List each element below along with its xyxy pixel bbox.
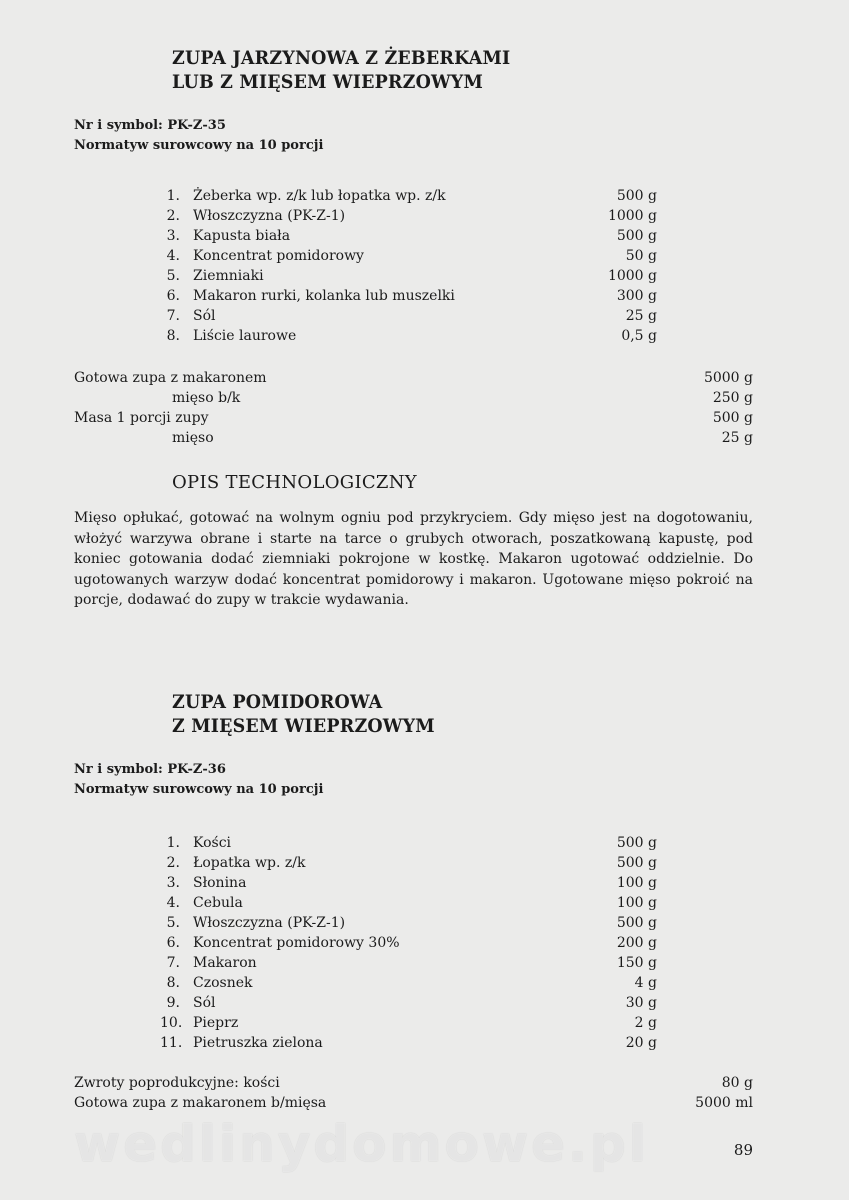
- ingredient-name: Makaron rurki, kolanka lub muszelki: [193, 288, 455, 304]
- description-paragraph: Mięso opłukać, gotować na wolnym ogniu pod przykryciem. Gdy mięso jest na dogotowaniu, włożyć warzywa obrane i starte na tarce o grubych otworach, poszatkowaną kapustę, pod koniec gotowania dodać ziemniaki pokrojone w kostkę. Makaron ugotować oddzielnie. Do ugotowanych warzyw dodać koncentrat pomidorowy i makaron. Ugotowane mięso pokroić na porcje, dodawać do zupy w trakcie wydawania.: [74, 510, 753, 608]
- ingredient-number: 5.: [166, 268, 180, 284]
- yield-label: mięso b/k: [172, 390, 241, 406]
- ingredient-number: 3.: [166, 228, 180, 244]
- ingredient-quantity: 20 g: [625, 1035, 657, 1051]
- ingredient-number: 8.: [166, 975, 180, 991]
- description-heading: OPIS TECHNOLOGICZNY: [172, 472, 417, 493]
- ingredient-row: [160, 1033, 657, 1053]
- yield-list: [74, 368, 753, 448]
- ingredient-name: Łopatka wp. z/k: [193, 855, 306, 871]
- ingredient-list: [160, 833, 657, 1053]
- ingredient-quantity: 100 g: [616, 895, 657, 911]
- ingredient-name: Żeberka wp. z/k lub łopatka wp. z/k: [193, 188, 446, 204]
- ingredient-name: Czosnek: [193, 975, 253, 991]
- ingredient-row: [160, 206, 657, 226]
- ingredient-list: [160, 186, 657, 346]
- ingredient-number: 2.: [166, 855, 180, 871]
- yield-row: [74, 1073, 753, 1093]
- watermark: wedlinydomowe.pl: [74, 1115, 649, 1173]
- recipe-norm: Normatyw surowcowy na 10 porcji: [74, 782, 324, 797]
- ingredient-name: Koncentrat pomidorowy 30%: [193, 935, 400, 951]
- ingredient-number: 11.: [160, 1035, 183, 1051]
- ingredient-row: [160, 326, 657, 346]
- recipe-title-line2: LUB Z MIĘSEM WIEPRZOWYM: [172, 71, 484, 93]
- ingredient-quantity: 500 g: [616, 915, 657, 931]
- ingredient-row: [160, 893, 657, 913]
- ingredient-number: 2.: [166, 208, 180, 224]
- ingredient-quantity: 4 g: [634, 975, 657, 991]
- yield-quantity: 25 g: [721, 430, 753, 446]
- ingredient-quantity: 500 g: [616, 188, 657, 204]
- page-number: 89: [733, 1141, 753, 1159]
- ingredient-row: [160, 953, 657, 973]
- ingredient-row: [160, 286, 657, 306]
- ingredient-row: [160, 853, 657, 873]
- ingredient-name: Liście laurowe: [193, 328, 297, 344]
- yield-quantity: 80 g: [721, 1075, 753, 1091]
- ingredient-quantity: 1000 g: [607, 208, 657, 224]
- ingredient-number: 3.: [166, 875, 180, 891]
- yield-quantity: 500 g: [712, 410, 753, 426]
- ingredient-name: Cebula: [193, 895, 243, 911]
- yield-row: [74, 1093, 753, 1113]
- ingredient-name: Kapusta biała: [193, 228, 291, 244]
- yield-row: [74, 388, 753, 408]
- ingredient-number: 10.: [160, 1015, 183, 1031]
- ingredient-name: Koncentrat pomidorowy: [193, 248, 364, 264]
- recipe-title-line1: ZUPA JARZYNOWA Z ŻEBERKAMI: [172, 47, 511, 69]
- yield-label: Masa 1 porcji zupy: [74, 410, 209, 426]
- ingredient-number: 8.: [166, 328, 180, 344]
- yield-quantity: 250 g: [712, 390, 753, 406]
- ingredient-quantity: 500 g: [616, 835, 657, 851]
- ingredient-number: 1.: [166, 188, 180, 204]
- yield-label: Zwroty poprodukcyjne: kości: [74, 1075, 280, 1091]
- recipe-norm: Normatyw surowcowy na 10 porcji: [74, 138, 324, 153]
- yield-label: Gotowa zupa z makaronem b/mięsa: [74, 1095, 327, 1111]
- recipe-title-line1: ZUPA POMIDOROWA: [172, 691, 383, 713]
- ingredient-number: 7.: [166, 955, 180, 971]
- ingredient-quantity: 1000 g: [607, 268, 657, 284]
- recipe-symbol: Nr i symbol: PK-Z-36: [74, 762, 226, 777]
- ingredient-quantity: 25 g: [625, 308, 657, 324]
- ingredient-quantity: 150 g: [616, 955, 657, 971]
- ingredient-row: [160, 246, 657, 266]
- ingredient-quantity: 200 g: [616, 935, 657, 951]
- ingredient-row: [160, 266, 657, 286]
- ingredient-row: [160, 186, 657, 206]
- yield-quantity: 5000 ml: [695, 1095, 753, 1111]
- ingredient-name: Makaron: [193, 955, 257, 971]
- ingredient-number: 6.: [166, 935, 180, 951]
- ingredient-row: [160, 833, 657, 853]
- yield-row: [74, 408, 753, 428]
- ingredient-number: 9.: [166, 995, 180, 1011]
- ingredient-quantity: 500 g: [616, 855, 657, 871]
- ingredient-quantity: 30 g: [625, 995, 657, 1011]
- ingredient-number: 4.: [166, 895, 180, 911]
- ingredient-name: Włoszczyzna (PK-Z-1): [193, 208, 346, 224]
- recipe-title-line2: Z MIĘSEM WIEPRZOWYM: [172, 715, 435, 737]
- ingredient-name: Kości: [193, 835, 232, 851]
- ingredient-name: Sól: [193, 995, 216, 1011]
- yield-row: [74, 368, 753, 388]
- yield-list: [74, 1073, 753, 1113]
- recipe-symbol: Nr i symbol: PK-Z-35: [74, 118, 226, 133]
- ingredient-quantity: 300 g: [616, 288, 657, 304]
- yield-label: Gotowa zupa z makaronem: [74, 370, 267, 386]
- ingredient-row: [160, 1013, 657, 1033]
- ingredient-row: [160, 226, 657, 246]
- yield-quantity: 5000 g: [703, 370, 753, 386]
- ingredient-quantity: 100 g: [616, 875, 657, 891]
- yield-label: mięso: [172, 430, 214, 446]
- ingredient-quantity: 50 g: [625, 248, 657, 264]
- ingredient-name: Ziemniaki: [193, 268, 264, 284]
- ingredient-row: [160, 933, 657, 953]
- ingredient-row: [160, 306, 657, 326]
- ingredient-name: Pieprz: [193, 1015, 239, 1031]
- ingredient-row: [160, 993, 657, 1013]
- ingredient-name: Pietruszka zielona: [193, 1035, 323, 1051]
- ingredient-number: 7.: [166, 308, 180, 324]
- ingredient-name: Słonina: [193, 875, 247, 891]
- ingredient-row: [160, 973, 657, 993]
- ingredient-number: 5.: [166, 915, 180, 931]
- ingredient-number: 6.: [166, 288, 180, 304]
- ingredient-row: [160, 913, 657, 933]
- yield-row: [74, 428, 753, 448]
- ingredient-number: 1.: [166, 835, 180, 851]
- ingredient-number: 4.: [166, 248, 180, 264]
- ingredient-quantity: 500 g: [616, 228, 657, 244]
- ingredient-quantity: 0,5 g: [621, 328, 657, 344]
- ingredient-row: [160, 873, 657, 893]
- ingredient-name: Sól: [193, 308, 216, 324]
- ingredient-quantity: 2 g: [634, 1015, 657, 1031]
- ingredient-name: Włoszczyzna (PK-Z-1): [193, 915, 346, 931]
